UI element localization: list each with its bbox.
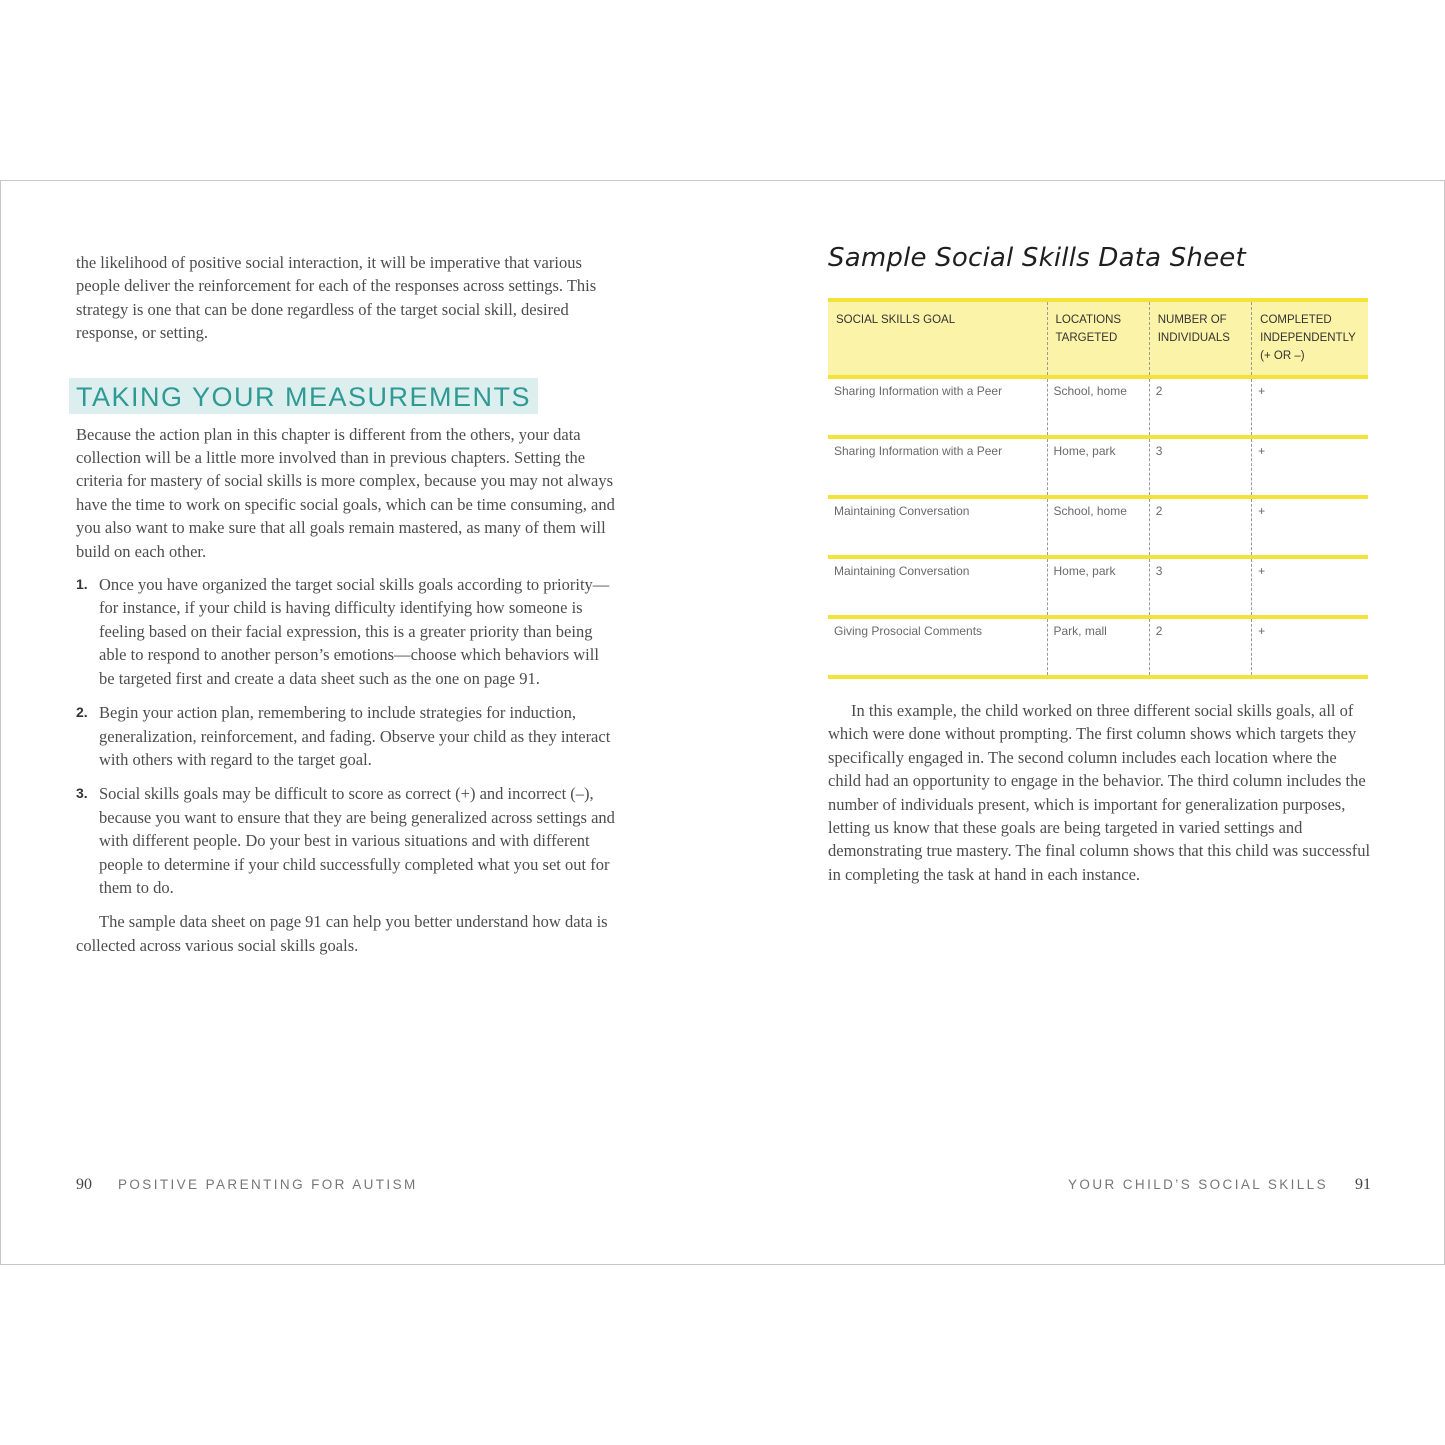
book-spread — [0, 180, 1445, 1265]
column-header: COMPLETED INDEPENDENTLY (+ OR –) — [1252, 300, 1368, 377]
step-number: 3. — [76, 785, 88, 802]
table-cell: 3 — [1149, 557, 1251, 617]
section-heading: TAKING YOUR MEASUREMENTS — [69, 378, 538, 414]
step-text: Begin your action plan, remembering to include strategies for induction, generalization, reinforcement, and fading. Observe your child as they interact with others with regard to the target goal. — [99, 703, 611, 769]
table-cell: Home, park — [1047, 557, 1149, 617]
table-cell: Maintaining Conversation — [828, 497, 1047, 557]
column-header: LOCATIONS TARGETED — [1047, 300, 1149, 377]
section-paragraph: Because the action plan in this chapter is different from the others, your data collection will be a little more involved than in previous chapters. Setting the criteria for mastery of social skills is more complex, because you may not always have the time to work on specific social goals, which can be time consuming, and you also want to make sure that all goals remain mastered, as many of them will build on each other. — [76, 424, 615, 561]
explanation-paragraph: In this example, the child worked on three different social skills goals, all of which were done without prompting. The first column shows which targets they specifically engaged in. The second column includes each location where the child had an opportunity to engage in the behavior. The third column includes the number of individuals present, which is important for generalization purposes, letting us know that these goals are being targeted in varied settings and demonstrating true mastery. The final column shows that this child was successful in completing the task at hand in each instance. — [828, 701, 1371, 884]
table-cell: 3 — [1149, 437, 1251, 497]
step-number: 1. — [76, 576, 88, 593]
table-cell: + — [1252, 617, 1368, 677]
column-header: NUMBER OF INDIVIDUALS — [1149, 300, 1251, 377]
table-row — [828, 557, 1368, 617]
table-cell: Giving Prosocial Comments — [828, 617, 1047, 677]
table-cell: 2 — [1149, 617, 1251, 677]
step-text: Once you have organized the target social skills goals according to priority—for instance, if your child is having difficulty identifying how someone is feeling based on their facial expression, this is a greater priority than being able to respond to another person’s emotions—choose which behaviors will be targeted first and create a data sheet such as the one on page 91. — [99, 575, 610, 688]
table-cell: 2 — [1149, 377, 1251, 437]
table-cell: + — [1252, 557, 1368, 617]
page-number: 91 — [1355, 1176, 1371, 1193]
table-cell: Maintaining Conversation — [828, 557, 1047, 617]
left-page — [76, 251, 616, 957]
table-cell: + — [1252, 437, 1368, 497]
table-cell: Sharing Information with a Peer — [828, 437, 1047, 497]
table-row — [828, 377, 1368, 437]
table-header-row — [828, 300, 1368, 377]
table-cell: Sharing Information with a Peer — [828, 377, 1047, 437]
list-item — [76, 573, 616, 690]
page-number: 90 — [76, 1176, 92, 1193]
table-title: Sample Social Skills Data Sheet — [828, 243, 1246, 273]
right-footer — [1068, 1176, 1371, 1194]
step-text: Social skills goals may be difficult to score as correct (+) and incorrect (–), because you want to ensure that they are being generalized across settings and with different people. Do your best in various situations and with different people to determine if your child successfully completed what you set out for them to do. — [99, 784, 615, 897]
table-row — [828, 497, 1368, 557]
table-row — [828, 437, 1368, 497]
table-cell: Home, park — [1047, 437, 1149, 497]
list-item — [76, 782, 616, 899]
table-cell: School, home — [1047, 497, 1149, 557]
table-cell: Park, mall — [1047, 617, 1149, 677]
table-row — [828, 617, 1368, 677]
intro-paragraph: the likelihood of positive social interaction, it will be imperative that various people deliver the reinforcement for each of the responses across settings. This strategy is one that can be done regardless of the target social skill, desired response, or setting. — [76, 253, 597, 343]
list-item — [76, 701, 616, 771]
table-cell: + — [1252, 377, 1368, 437]
table-cell: + — [1252, 497, 1368, 557]
table-cell: 2 — [1149, 497, 1251, 557]
running-title: POSITIVE PARENTING FOR AUTISM — [118, 1177, 418, 1192]
data-sheet-table — [828, 298, 1368, 679]
left-footer — [76, 1176, 418, 1194]
closing-paragraph: The sample data sheet on page 91 can help you better understand how data is collected across various social skills goals. — [76, 912, 608, 955]
step-number: 2. — [76, 704, 88, 721]
column-header: SOCIAL SKILLS GOAL — [828, 300, 1047, 377]
running-title: YOUR CHILD’S SOCIAL SKILLS — [1068, 1177, 1328, 1192]
steps-list — [76, 573, 616, 899]
right-page — [828, 243, 1373, 886]
table-cell: School, home — [1047, 377, 1149, 437]
